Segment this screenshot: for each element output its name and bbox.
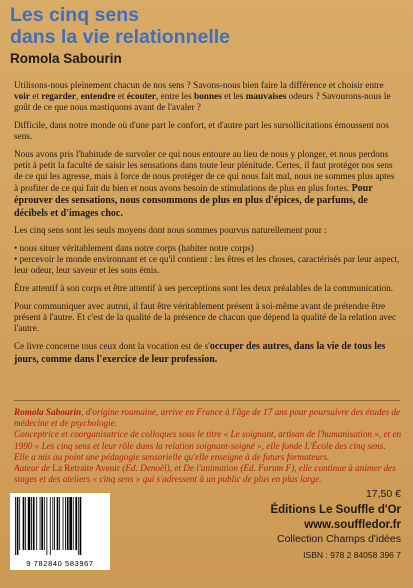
p1-text-d: et <box>115 92 127 103</box>
barcode-bar <box>41 497 43 550</box>
p1-bold-mauvaises: mauvaises <box>245 92 287 103</box>
bio-paragraph: Conceptrice et coorganisatrice de colloques sous le titre « Le soignant, artisan de l'humanisation », et en 1990 « Les cinq sens et leur rôle dans la relation soignant-soigné », elle fonde L'École des cinq sens. Elle a mis au point une pédagogie sensorielle qu'elle enseigne à de futurs formateurs. <box>14 429 402 462</box>
barcode-bar <box>31 497 32 550</box>
author-name: Romola Sabourin <box>10 51 122 66</box>
p1-bold-entendre: entendre <box>80 92 116 103</box>
title-line-2: dans la vie relationnelle <box>10 26 231 48</box>
barcode-bar <box>65 497 66 550</box>
title-line-1: Les cinq sens <box>10 4 139 26</box>
list-item: • nous situer véritablement dans notre corps (habiter notre corps) <box>14 243 254 254</box>
barcode-bar <box>44 497 45 550</box>
paragraph-6: Pour communiquer avec autrui, il faut être véritablement présent à soi-même avant de prétendre être présent à l'autre. Et c'est de la qualité de la présence de chacun que dépend la qualité de la relation avec l'autre. <box>14 301 397 334</box>
barcode-bar <box>69 497 72 550</box>
barcode-bar <box>80 497 82 555</box>
paragraph-7 <box>14 341 400 365</box>
author-bio <box>14 407 402 485</box>
barcode-bar <box>23 497 25 550</box>
p1-bold-ecouter: écouter <box>126 92 157 103</box>
barcode-bar <box>15 497 16 555</box>
barcode-bar <box>40 497 41 550</box>
p1-bold-bonnes: bonnes <box>194 92 222 103</box>
p1-text-b: et <box>29 92 42 103</box>
paragraph-3 <box>14 150 400 220</box>
publisher-info <box>270 503 401 562</box>
p3-text-a: Nous avons pris l'habitude de survoler ce qui nous entoure au lieu de nous y plonger, et nous perdons petit à petit la faculté de saisir les sensations dans toute leur plénitude. Certes, il faut protéger nos sens de ce qui les agresse, mais à force de nous protéger de ce qui nous fait mal, nous ne sommes plus aptes à profiter de ce qui fait du bien et nous avons besoin de stimulations de plus en plus fortes. <box>14 149 395 195</box>
isbn-number: ISBN : 978 2 84058 396 7 <box>303 549 401 560</box>
barcode-bar <box>17 497 19 555</box>
barcode-bar <box>75 497 77 550</box>
divider <box>14 400 400 401</box>
paragraph-1 <box>14 81 400 114</box>
bio-sentence-3c: (Ed. Denoël), et De l'animation (Ed. Forum F), elle continue à animer des stages et des ateliers « cinq sens » qui s'adressent à un public de plus en plus large. <box>14 463 396 485</box>
p4-intro: Les cinq sens sont les seuls moyens dont nous sommes pourvus naturellement pour : <box>14 226 327 237</box>
p7-bold-text: occuper des autres, dans la vie de tous les jours, comme dans l'exercice de leur profession. <box>14 341 386 365</box>
book-title <box>10 4 405 48</box>
paragraph-4 <box>14 226 400 237</box>
barcode-bar <box>46 497 47 555</box>
senses-list <box>14 244 400 277</box>
barcode-bar <box>73 497 74 550</box>
bio-sentence-3a: Auteur de <box>14 463 53 474</box>
publisher-name: Éditions Le Souffle d'Or <box>270 504 401 516</box>
blurb-text <box>14 81 400 372</box>
barcode-bar <box>19 497 20 550</box>
bio-book-title: La Retraite Avenir <box>52 463 120 474</box>
bio-author-name: Romola Sabourin <box>14 407 82 417</box>
publisher-website: www.souffledor.fr <box>304 518 401 531</box>
p1-text-g: odeurs ? Savourons-nous le goût de ce que nous mastiquons avant de l'avaler ? <box>14 92 391 114</box>
barcode-bar <box>28 497 31 550</box>
barcode-bar <box>54 497 55 550</box>
p1-text-a: Utilisons-nous pleinement chacun de nos sens ? Savons-nous bien faire la différence et choisir entre <box>14 81 384 91</box>
p7-text-a: Ce livre concerne tous ceux dont la vocation est de s' <box>14 342 210 353</box>
p1-text-e: , entre les <box>156 92 195 103</box>
price: 17,50 € <box>365 488 401 500</box>
paragraph-2: Difficile, dans notre monde où d'une part le confort, et d'autre part les sursollicitations émoussent nos sens. <box>14 120 389 143</box>
p3-bold-text: Pour éprouver des sensations, nous consommons de plus en plus d'épices, de parfums, de décibels et d'images choc. <box>14 183 373 219</box>
barcode-bars <box>13 497 107 555</box>
collection-name: Collection Champs d'idées <box>277 533 401 545</box>
barcode-bar <box>36 497 37 550</box>
barcode-digits: 9 782840 583967 <box>26 559 94 568</box>
barcode-bar <box>50 497 51 555</box>
barcode-bar <box>67 497 69 550</box>
paragraph-5: Être attentif à son corps et être attentif à ses perceptions sont les deux préalables de la communication. <box>14 283 394 294</box>
bio-paragraph <box>14 463 402 485</box>
p1-bold-voir: voir <box>14 92 30 103</box>
isbn-barcode <box>10 493 110 570</box>
barcode-bar <box>33 497 35 550</box>
p1-bold-regarder: regarder <box>41 92 77 103</box>
barcode-bar <box>78 497 79 555</box>
barcode-bar <box>59 497 60 550</box>
barcode-bar <box>25 497 26 550</box>
barcode-bar <box>57 497 59 550</box>
bio-paragraph <box>14 407 402 429</box>
p1-text-f: et les <box>221 92 246 103</box>
barcode-bar <box>52 497 53 550</box>
barcode-bar <box>63 497 64 550</box>
list-item: • percevoir le monde environnant et ce qu'il contient : les êtres et les choses, caractérisés par leur aspect, leur odeur, leur saveur et les sons émis. <box>14 255 400 277</box>
bio-sentence-1: , d'origine roumaine, arrive en France à l'âge de 17 ans pour poursuivre des études de médecine et de psychologie. <box>14 407 401 429</box>
p1-text-c: , <box>76 92 81 103</box>
